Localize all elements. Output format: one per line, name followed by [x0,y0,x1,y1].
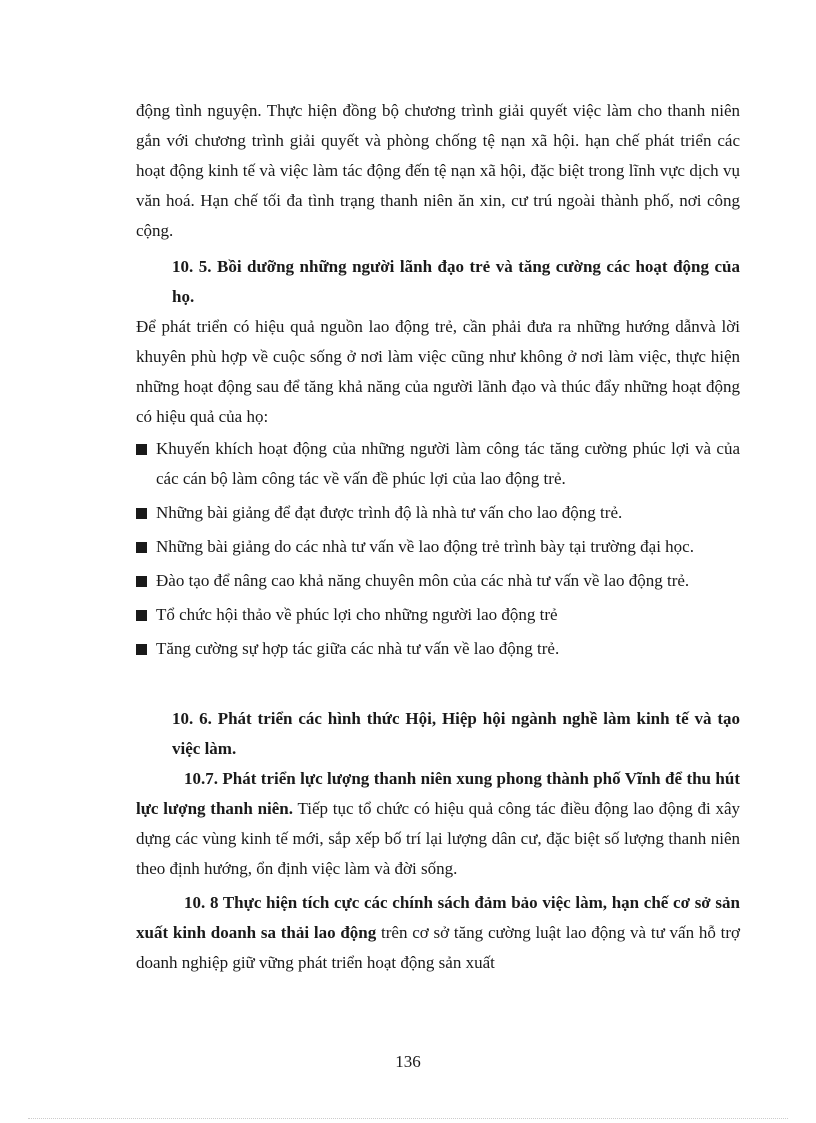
list-item-text: Những bài giảng để đạt được trình độ là nhà tư vấn cho lao động trẻ. [156,503,623,522]
list-item [136,498,740,528]
square-bullet-icon [136,542,147,553]
section-body-10-8: trên cơ sở tăng cường luật lao động và tư vấn hỗ trợ doanh nghiệp giữ vững phát triển hoạt động sản xuất [136,923,741,972]
section-heading-10-6: 10. 6. Phát triển các hình thức Hội, Hiệp hội ngành nghề làm kinh tế và tạo việc làm. [172,709,740,758]
list-item-text: Đào tạo để nâng cao khả năng chuyên môn của các nhà tư vấn về lao động trẻ. [156,571,690,590]
list-item-text: Tăng cường sự hợp tác giữa các nhà tư vấn về lao động trẻ. [156,639,560,658]
list-item [136,532,740,562]
section-body-10-5: Để phát triển có hiệu quả nguồn lao động trẻ, cần phải đưa ra những hướng dẫnvà lời khuyên phù hợp về cuộc sống ở nơi làm việc cũng như không ở nơi làm việc, thực hiện những hoạt động sau để tăng khả năng của người lãnh đạo và thúc đẩy những hoạt động có hiệu quả của họ: [136,317,740,426]
square-bullet-icon [136,644,147,655]
section-heading-10-8: 10. 8 Thực hiện tích cực các chính sách đảm bảo việc làm, hạn chế cơ sở sản xuất kinh doanh sa thải lao động [136,893,740,942]
list-item [136,566,740,596]
document-page [136,96,740,978]
square-bullet-icon [136,444,147,455]
intro-paragraph: động tình nguyện. Thực hiện đồng bộ chương trình giải quyết việc làm cho thanh niên gắn với chương trình giải quyết và phòng chống tệ nạn xã hội. hạn chế phát triển các hoạt động kinh tế và việc làm tác động đến tệ nạn xã hội, đặc biệt trong lĩnh vực dịch vụ văn hoá. Hạn chế tối đa tình trạng thanh niên ăn xin, cư trú ngoài thành phố, nơi công cộng. [136,101,740,240]
list-item-text: Những bài giảng do các nhà tư vấn về lao động trẻ trình bày tại trường đại học. [156,537,694,556]
square-bullet-icon [136,576,147,587]
list-item [136,600,740,630]
section-10-8 [136,888,740,978]
list-item-text: Khuyến khích hoạt động của những người làm công tác tăng cường phúc lợi và của các cán bộ làm công tác về vấn đề phúc lợi của lao động trẻ. [156,439,740,488]
list-item-text: Tổ chức hội thảo về phúc lợi cho những người lao động trẻ [156,605,558,624]
square-bullet-icon [136,610,147,621]
section-heading-10-5: 10. 5. Bồi dưỡng những người lãnh đạo trẻ và tăng cường các hoạt động của họ. [172,257,740,306]
square-bullet-icon [136,508,147,519]
bullet-list [136,434,740,664]
page-bottom-divider [28,1118,788,1119]
section-body-10-7: Tiếp tục tổ chức có hiệu quả công tác điều động lao động đi xây dựng các vùng kinh tế mới, sắp xếp bố trí lại lượng dân cư, đặc biệt số lượng thanh niên theo định hướng, ổn định việc làm và đời sống. [136,799,740,878]
page-number: 136 [395,1052,421,1071]
list-item [136,434,740,494]
section-heading-10-7: 10.7. Phát triển lực lượng thanh niên xung phong thành phố Vĩnh để thu hút lực lượng thanh niên. [136,769,740,818]
section-spacer [136,668,740,698]
section-10-7 [136,764,740,884]
list-item [136,634,740,664]
